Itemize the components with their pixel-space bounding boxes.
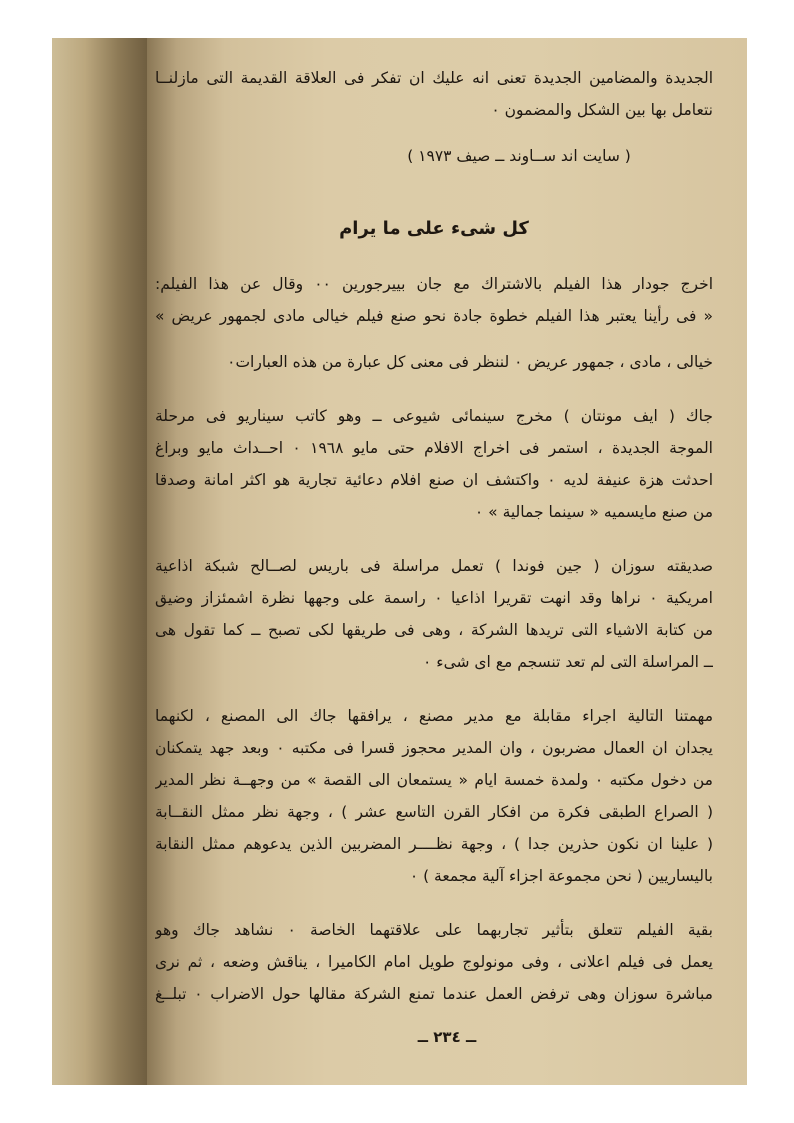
text-line: يعمل فى فيلم اعلانى ، وفى مونولوج طويل امام الكاميرا ، يناقش وضعه ، ثم نرى xyxy=(155,953,713,971)
text-line: خيالى ، مادى ، جمهور عريض ٠ لننظر فى معنى كل عبارة من هذه العبارات٠ xyxy=(227,353,713,371)
paragraph xyxy=(155,700,713,892)
text-line: من دخول مكتبه ٠ ولمدة خمسة ايام « يستمعان الى القصة » من وجهــة نظر المدير xyxy=(155,771,713,789)
text-line: يجدان ان العمال مضربون ، وان المدير محجوز قسرا فى مكتبه ٠ وبعد جهد يتمكنان xyxy=(155,739,713,757)
scanned-page-image xyxy=(52,38,747,1085)
text-line: من صنع مايسميه « سينما جمالية » ٠ xyxy=(474,503,713,521)
text-line: الموجة الجديدة ، استمر فى اخراج الافلام حتى مايو ١٩٦٨ ٠ احــداث مايو وبراغ xyxy=(155,439,713,457)
text-line: ( علينا ان نكون حذرين جدا ) ، وجهة نظــــر المضربين الذين يدعوهم ممثل النقابة xyxy=(155,835,713,853)
source-citation: ( سايت اند ســاوند ــ صيف ١٩٧٣ ) xyxy=(407,147,631,165)
text-line: امريكية ٠ نراها وقد انهت تقريرا اذاعيا ٠ راسمة على وجهها نظرة اشمئزاز وضيق xyxy=(155,589,713,607)
book-page xyxy=(147,38,747,1085)
text-line: احدثت هزة عنيفة لديه ٠ واكتشف ان صنع افلام دعائية تجارية هو اكثر امانة وصدقا xyxy=(155,471,713,489)
text-line: اخرج جودار هذا الفيلم بالاشتراك مع جان بييرجورين ٠٠ وقال عن هذا الفيلم: xyxy=(155,275,713,293)
paragraph xyxy=(155,400,713,528)
text-line: باليساريين ( نحن مجموعة اجزاء آلية مجمعة ) ٠ xyxy=(409,867,713,885)
section-title: كل شىء على ما يرام xyxy=(339,218,529,239)
page-text-block xyxy=(155,62,713,1010)
paragraph xyxy=(155,268,713,332)
text-line: ( الصراع الطبقى فكرة من افكار القرن التاسع عشر ) ، وجهة نظر ممثل النقــابة xyxy=(155,803,713,821)
book-gutter-shadow xyxy=(52,38,147,1085)
intro-paragraph xyxy=(155,62,713,126)
page-number: ــ ٢٣٤ ــ xyxy=(417,1028,477,1046)
paragraph xyxy=(155,914,713,1010)
paragraph xyxy=(155,550,713,678)
text-line: الجديدة والمضامين الجديدة تعنى انه عليك ان تفكر فى العلاقة القديمة التى مازلنــا xyxy=(155,69,713,87)
text-line: صديقته سوزان ( جين فوندا ) تعمل مراسلة فى باريس لصــالح شبكة اذاعية xyxy=(155,557,713,575)
paragraph xyxy=(155,346,713,378)
text-line: جاك ( ايف مونتان ) مخرج سينمائى شيوعى ــ وهو كاتب سيناريو فى مرحلة xyxy=(155,407,713,425)
text-line: مهمتنا التالية اجراء مقابلة مع مدير مصنع ، يرافقها جاك الى المصنع ، لكنهما xyxy=(155,707,713,725)
text-line: « فى رأينا يعتبر هذا الفيلم خطوة جادة نحو صنع فيلم خيالى مادى لجمهور عريض » xyxy=(155,307,713,325)
text-line: مباشرة سوزان وهى ترفض العمل عندما تمنع الشركة مقالها حول الاضراب ٠ تبلــغ xyxy=(155,985,713,1003)
text-line: ــ المراسلة التى لم تعد تنسجم مع اى شىء ٠ xyxy=(423,653,713,671)
text-line: نتعامل بها بين الشكل والمضمون ٠ xyxy=(491,101,713,119)
text-line: بقية الفيلم تتعلق بتأثير تجاربهما على علاقتهما الخاصة ٠ نشاهد جاك وهو xyxy=(155,921,713,939)
text-line: من كتابة الاشياء التى تريدها الشركة ، وهى فى طريقها لكى تصبح ــ كما تقول هى xyxy=(155,621,713,639)
